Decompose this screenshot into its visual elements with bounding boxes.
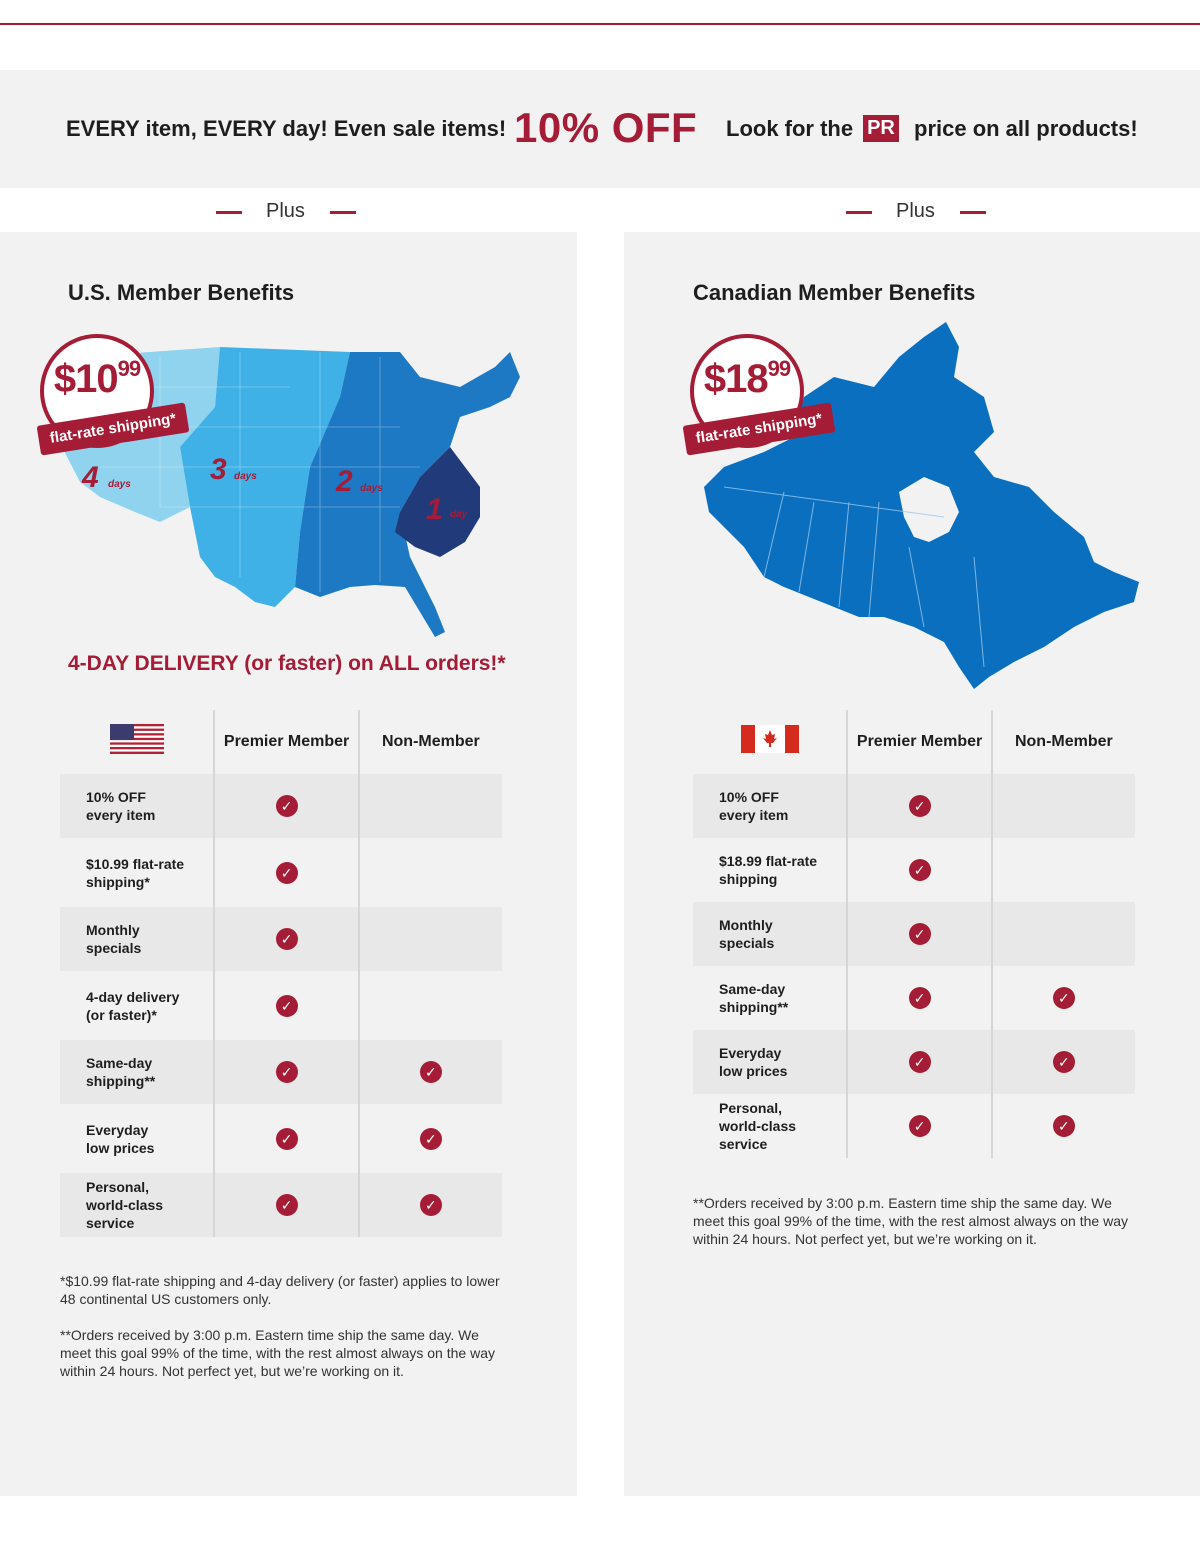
premier-cell xyxy=(847,902,991,966)
non-member-cell xyxy=(359,1104,502,1173)
premier-cell xyxy=(847,1030,991,1094)
divider-dash xyxy=(330,211,356,214)
check-circle-icon: ✓ xyxy=(909,923,931,945)
row-label: Personal, world-class service xyxy=(60,1173,214,1237)
row-label: Personal, world-class service xyxy=(719,1100,797,1152)
row-label: Everyday low prices xyxy=(86,1121,155,1156)
zone-2-unit: days xyxy=(360,483,383,494)
ca-panel-title: Canadian Member Benefits xyxy=(693,280,976,305)
non-member-cell xyxy=(992,838,1135,902)
plus-divider-us xyxy=(216,200,356,224)
canada-flag-icon xyxy=(741,725,799,753)
row-label: Monthly specials xyxy=(693,902,847,966)
check-circle-icon: ✓ xyxy=(909,1051,931,1073)
check-circle-icon: ✓ xyxy=(276,1061,298,1083)
premier-cell xyxy=(214,1104,358,1173)
premier-cell xyxy=(847,838,991,902)
premier-cell xyxy=(214,971,358,1040)
non-member-cell xyxy=(992,1030,1135,1094)
row-label: $18.99 flat-rate shipping xyxy=(719,853,818,887)
premier-cell xyxy=(847,966,991,1030)
ca-col-non-member: Non-Member xyxy=(992,710,1135,774)
check-circle-icon: ✓ xyxy=(276,862,298,884)
table-row xyxy=(60,838,502,907)
check-circle-icon: ✓ xyxy=(1053,1051,1075,1073)
plus-label: Plus xyxy=(266,200,305,222)
row-label: Same-day shipping** xyxy=(60,1040,214,1104)
premier-cell xyxy=(214,1173,358,1237)
us-benefits-panel xyxy=(0,232,577,1496)
us-flag-icon xyxy=(110,724,164,754)
check-circle-icon: ✓ xyxy=(276,795,298,817)
check-circle-icon: ✓ xyxy=(276,995,298,1017)
check-circle-icon: ✓ xyxy=(909,795,931,817)
non-member-cell xyxy=(359,774,502,838)
non-member-cell xyxy=(359,838,502,907)
banner-look-suffix: price on all products! xyxy=(914,116,1138,141)
premier-cell xyxy=(214,907,358,971)
ca-badge-price: $\$18^{99}$ xyxy=(703,356,791,401)
check-circle-icon: ✓ xyxy=(420,1061,442,1083)
non-member-cell xyxy=(359,907,502,971)
table-row xyxy=(60,774,502,838)
premier-cell xyxy=(847,1094,991,1158)
table-row xyxy=(693,774,1135,838)
divider-dash xyxy=(960,211,986,214)
row-label: $10.99 flat-rate shipping* xyxy=(86,855,185,890)
check-circle-icon: ✓ xyxy=(276,1128,298,1150)
table-row xyxy=(693,966,1135,1030)
non-member-cell xyxy=(992,1094,1135,1158)
us-badge-ribbon: flat-rate shipping* xyxy=(37,402,190,455)
us-flag-cell xyxy=(60,710,214,774)
us-badge-price: $\$10^{99}$ xyxy=(53,356,141,401)
non-member-cell xyxy=(359,971,502,1040)
zone-3-number: 3 xyxy=(210,453,227,486)
table-row xyxy=(60,907,502,971)
row-label: Monthly specials xyxy=(60,907,214,971)
table-row xyxy=(60,1173,502,1237)
divider-dash xyxy=(846,211,872,214)
check-circle-icon: ✓ xyxy=(276,1194,298,1216)
table-row xyxy=(693,838,1135,902)
banner-discount: 10% OFF xyxy=(514,104,698,151)
row-label: 10% OFF every item xyxy=(60,774,214,838)
us-panel-title: U.S. Member Benefits xyxy=(68,280,295,305)
us-delivery-headline: 4-DAY DELIVERY (or faster) on ALL orders!* xyxy=(68,652,506,675)
plus-label: Plus xyxy=(896,200,935,222)
zone-1-number: 1 xyxy=(426,493,443,526)
ca-col-premier: Premier Member xyxy=(847,710,991,774)
premier-cell xyxy=(214,838,358,907)
banner-lead-text: EVERY item, EVERY day! Even sale items! xyxy=(66,116,507,141)
row-label: Same-day shipping** xyxy=(719,981,789,1015)
plus-divider-ca xyxy=(846,200,986,224)
premier-cell xyxy=(214,774,358,838)
us-benefits-table xyxy=(60,710,502,1237)
us-footnote-shipping: *$10.99 flat-rate shipping and 4-day delivery (or faster) applies to lower 48 continental US customers only. xyxy=(60,1273,500,1307)
row-label: 4-day delivery (or faster)* xyxy=(86,988,180,1023)
top-rule xyxy=(0,23,1200,25)
ca-badge-ribbon: flat-rate shipping* xyxy=(683,402,836,455)
zone-4-number: 4 xyxy=(82,461,99,494)
row-label: 10% OFF every item xyxy=(693,774,847,838)
non-member-cell xyxy=(992,774,1135,838)
non-member-cell xyxy=(359,1040,502,1104)
premier-cell xyxy=(847,774,991,838)
table-row xyxy=(693,902,1135,966)
ca-benefits-table xyxy=(693,710,1135,1158)
us-col-non-member: Non-Member xyxy=(359,710,502,774)
check-circle-icon: ✓ xyxy=(276,928,298,950)
check-circle-icon: ✓ xyxy=(1053,1115,1075,1137)
row-label: Everyday low prices xyxy=(693,1030,847,1094)
check-circle-icon: ✓ xyxy=(909,987,931,1009)
ca-flag-cell xyxy=(693,710,847,774)
table-row xyxy=(60,1040,502,1104)
pr-badge: PR xyxy=(863,115,899,142)
non-member-cell xyxy=(992,902,1135,966)
us-footnote-same-day: **Orders received by 3:00 p.m. Eastern time ship the same day. We meet this goal 99% of the time, with the rest almost always on the way within 24 hours. Not perfect yet, but we’re working on it. xyxy=(60,1327,495,1379)
discount-banner xyxy=(0,70,1200,188)
non-member-cell xyxy=(359,1173,502,1237)
non-member-cell xyxy=(992,966,1135,1030)
check-circle-icon: ✓ xyxy=(909,859,931,881)
zone-3-unit: days xyxy=(234,471,257,482)
ca-benefits-panel xyxy=(624,232,1200,1496)
table-row xyxy=(60,1104,502,1173)
banner-look-prefix: Look for the xyxy=(726,116,854,141)
table-row xyxy=(693,1030,1135,1094)
check-circle-icon: ✓ xyxy=(420,1128,442,1150)
check-circle-icon: ✓ xyxy=(909,1115,931,1137)
us-col-premier: Premier Member xyxy=(214,710,358,774)
premier-cell xyxy=(214,1040,358,1104)
zone-1-unit: day xyxy=(450,509,468,520)
table-row xyxy=(693,1094,1135,1158)
zone-2-number: 2 xyxy=(336,465,353,498)
check-circle-icon: ✓ xyxy=(420,1194,442,1216)
zone-4-unit: days xyxy=(108,479,131,490)
ca-footnote-same-day: **Orders received by 3:00 p.m. Eastern time ship the same day. We meet this goal 99% of the time, with the rest almost always on the way within 24 hours. Not perfect yet, but we’re working on it. xyxy=(693,1195,1128,1247)
divider-dash xyxy=(216,211,242,214)
check-circle-icon: ✓ xyxy=(1053,987,1075,1009)
table-row xyxy=(60,971,502,1040)
